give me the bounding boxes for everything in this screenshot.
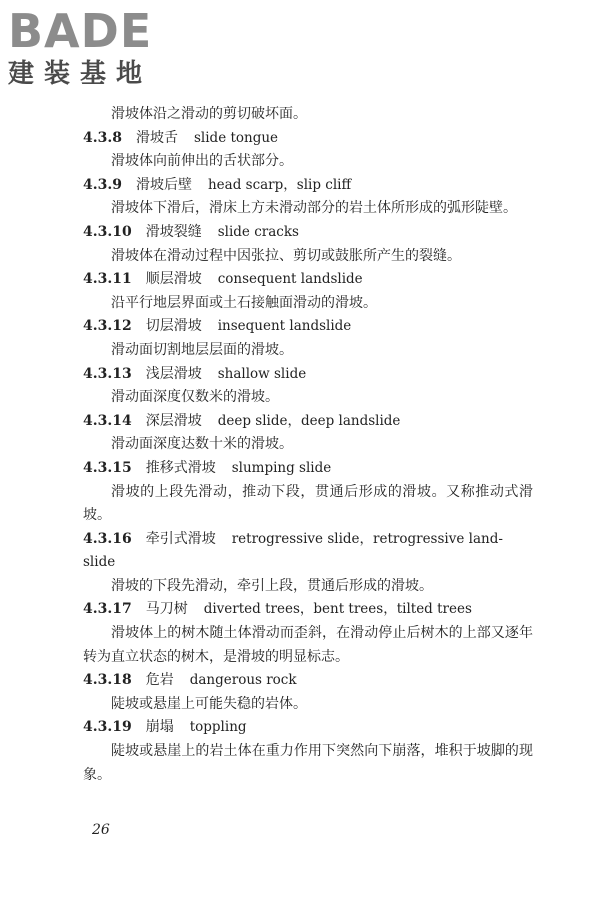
term-number: 4.3.19 <box>83 719 132 736</box>
term-english: diverted trees，bent trees，tilted trees <box>203 601 472 618</box>
term-definition: 陡坡或悬崖上的岩土体在重力作用下突然向下崩落，堆积于坡脚的现象。 <box>83 743 533 783</box>
page-number: 26 <box>92 822 110 838</box>
term-english: retrogressive slide，retrogressive land-slide <box>83 530 503 571</box>
term-heading <box>83 669 533 693</box>
term-definition: 滑动面深度达数十米的滑坡。 <box>111 436 293 453</box>
term-chinese: 深层滑坡 <box>145 412 202 429</box>
term-number: 4.3.10 <box>83 223 132 240</box>
term-english: toppling <box>189 719 247 736</box>
term-number: 4.3.15 <box>83 459 132 476</box>
term-english: deep slide，deep landslide <box>217 412 401 429</box>
term-english: insequent landslide <box>217 318 352 335</box>
term-number: 4.3.11 <box>83 271 132 288</box>
term-chinese: 顺层滑坡 <box>145 271 202 288</box>
term-heading <box>83 315 533 339</box>
term-number: 4.3.17 <box>83 601 132 618</box>
term-definition: 滑坡体在滑动过程中因张拉、剪切或鼓胀所产生的裂缝。 <box>111 247 461 264</box>
term-chinese: 危岩 <box>145 672 174 689</box>
term-definition: 滑动面深度仅数米的滑坡。 <box>111 389 279 406</box>
term-number: 4.3.16 <box>83 530 132 547</box>
term-heading <box>83 457 533 481</box>
term-heading <box>83 410 533 434</box>
term-heading <box>83 127 533 151</box>
brand-logo <box>8 6 178 90</box>
term-number: 4.3.14 <box>83 412 132 429</box>
term-english: slide tongue <box>193 129 279 146</box>
term-list <box>83 127 533 788</box>
term-heading <box>83 268 533 292</box>
term-english: dangerous rock <box>189 672 297 689</box>
term-definition: 滑坡的上段先滑动，推动下段，贯通后形成的滑坡。又称推动式滑坡。 <box>83 483 533 524</box>
term-chinese: 切层滑坡 <box>145 318 202 335</box>
term-heading <box>83 174 533 198</box>
term-chinese: 滑坡后壁 <box>135 176 192 193</box>
term-chinese: 浅层滑坡 <box>145 365 202 382</box>
term-definition: 滑坡的下段先滑动，牵引上段，贯通后形成的滑坡。 <box>111 577 433 594</box>
page-body <box>83 103 533 787</box>
term-definition: 滑坡体下滑后，滑床上方未滑动部分的岩土体所形成的弧形陡壁。 <box>111 200 517 217</box>
term-number: 4.3.9 <box>83 176 122 193</box>
term-chinese: 推移式滑坡 <box>145 459 216 476</box>
term-chinese: 牵引式滑坡 <box>145 530 216 547</box>
term-english: shallow slide <box>217 365 307 382</box>
term-definition: 滑动面切割地层层面的滑坡。 <box>111 341 293 358</box>
continuation-text: 滑坡体沿之滑动的剪切破坏面。 <box>111 106 307 122</box>
logo-wordmark: BADE <box>8 4 153 58</box>
term-chinese: 滑坡舌 <box>135 129 178 146</box>
term-heading <box>83 363 533 387</box>
term-number: 4.3.8 <box>83 129 122 146</box>
term-definition: 滑坡体向前伸出的舌状部分。 <box>111 153 293 170</box>
term-number: 4.3.18 <box>83 672 132 689</box>
term-definition: 陡坡或悬崖上可能失稳的岩体。 <box>111 695 307 712</box>
term-english: slumping slide <box>231 459 332 476</box>
term-heading <box>83 716 533 740</box>
term-definition: 滑坡体上的树木随土体滑动而歪斜，在滑动停止后树木的上部又逐年转为直立状态的树木，是滑坡的明显标志。 <box>83 625 533 665</box>
term-chinese: 马刀树 <box>145 601 188 618</box>
logo-subtitle: 建装基地 <box>8 59 153 89</box>
term-chinese: 崩塌 <box>145 719 174 736</box>
term-number: 4.3.13 <box>83 365 132 382</box>
term-definition: 沿平行地层界面或土石接触面滑动的滑坡。 <box>111 294 377 311</box>
term-chinese: 滑坡裂缝 <box>145 223 202 240</box>
term-english: consequent landslide <box>217 271 363 288</box>
term-heading <box>83 598 533 622</box>
term-heading <box>83 221 533 245</box>
term-number: 4.3.12 <box>83 318 132 335</box>
term-english: slide cracks <box>217 223 299 240</box>
term-heading <box>83 528 533 575</box>
term-english: head scarp，slip cliff <box>207 176 352 193</box>
